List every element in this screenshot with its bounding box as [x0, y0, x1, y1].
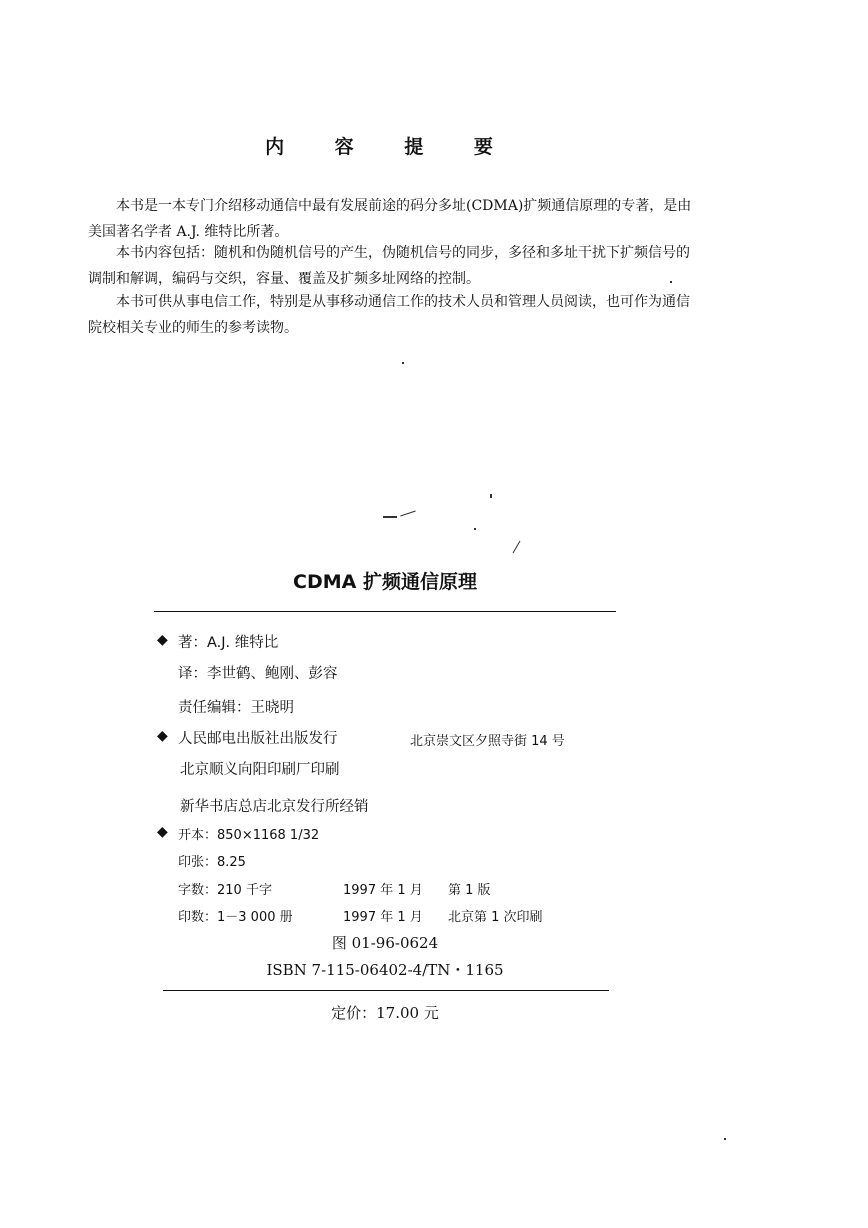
diamond-bullet-icon: ◆ [157, 728, 168, 744]
scan-speck [513, 541, 521, 554]
bottom-rule [163, 990, 609, 991]
catalog-number: 图 01-96-0624 [331, 934, 439, 952]
scan-speck [383, 516, 397, 518]
scan-speck [724, 1138, 726, 1140]
scan-speck [490, 494, 492, 498]
scan-speck [474, 528, 476, 530]
word-count: 字数：210 千字 [178, 883, 272, 898]
edition-date: 1997 年 1 月 [343, 883, 423, 898]
diamond-bullet-icon: ◆ [157, 824, 168, 840]
scan-speck [400, 511, 416, 517]
format-line: 开本：850×1168 1/32 [178, 828, 320, 843]
summary-paragraph-1: 本书是一本专门介绍移动通信中最有发展前途的码分多址(CDMA)扩频通信原理的专著，是由美国著名学者 A.J. 维特比所著。 [88, 198, 692, 240]
editor-line: 责任编辑：王晓明 [178, 700, 294, 716]
edition: 第 1 版 [448, 883, 491, 898]
printing: 北京第 1 次印刷 [448, 910, 543, 925]
scan-speck [402, 362, 404, 364]
author-line: 著：A.J. 维特比 [178, 635, 279, 651]
isbn: ISBN 7-115-06402-4/TN・1165 [266, 961, 504, 979]
publisher-line: 人民邮电出版社出版发行 [178, 731, 338, 747]
sheets-line: 印张：8.25 [178, 855, 246, 870]
summary-paragraph-2: 本书内容包括：随机和伪随机信号的产生，伪随机信号的同步，多径和多址干扰下扩频信号的调制和解调，编码与交织，容量、覆盖及扩频多址网络的控制。 [88, 245, 690, 287]
translators-line: 译：李世鹤、鲍刚、彭容 [178, 666, 338, 682]
book-title: CDMA 扩频通信原理 [293, 571, 477, 593]
price: 定价：17.00 元 [331, 1004, 439, 1022]
publisher-address: 北京崇文区夕照寺街 14 号 [410, 734, 565, 749]
summary-paragraph-3: 本书可供从事电信工作，特别是从事移动通信工作的技术人员和管理人员阅读，也可作为通信院校相关专业的师生的参考读物。 [88, 294, 690, 336]
scan-speck [670, 281, 672, 283]
summary-heading: 内 容 提 要 [265, 136, 515, 158]
distributor-line: 新华书店总店北京发行所经销 [180, 799, 369, 815]
print-date: 1997 年 1 月 [343, 910, 423, 925]
print-run: 印数：1－3 000 册 [178, 910, 293, 925]
top-rule [154, 611, 616, 612]
diamond-bullet-icon: ◆ [157, 632, 168, 648]
printer-line: 北京顺义向阳印刷厂印刷 [180, 762, 340, 778]
